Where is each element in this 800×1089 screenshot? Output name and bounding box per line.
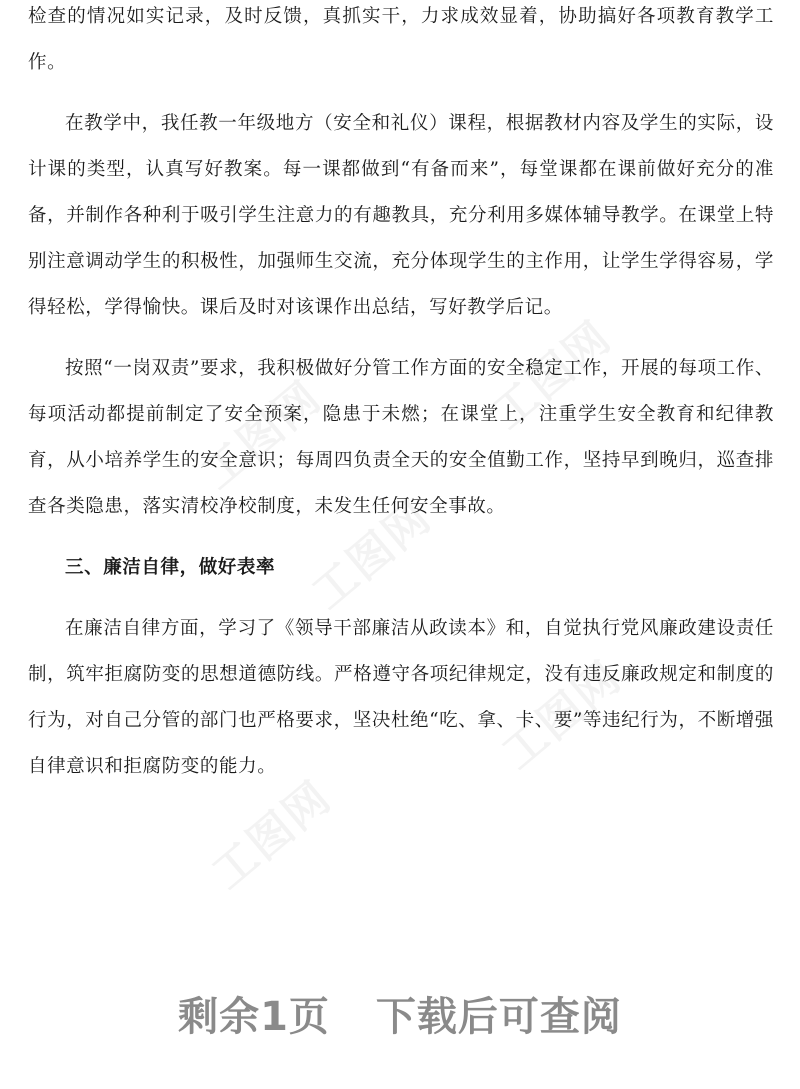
paragraph: 按照“一岗双责”要求，我积极做好分管工作方面的安全稳定工作，开展的每项工作、每项活动都提前制定了安全预案，隐患于未燃；在课堂上，注重学生安全教育和纪律教育，从小培养学生的安全意识；每周四负责全天的安全值勤工作，坚持早到晚归，巡查排查各类隐患，落实清校净校制度，未发生任何安全事故。 [28, 358, 774, 517]
watermark: 工图网 [482, 311, 622, 440]
paragraph: 在教学中，我任教一年级地方（安全和礼仪）课程，根据教材内容及学生的实际，设计课的类型，认真写好教案。每一课都做到“有备而来”，每堂课都在课前做好充分的准备，并制作各种利于吸引学生注意力的有趣教具，充分利用多媒体辅导教学。在课堂上特别注意调动学生的积极性，加强师生交流，充分体现学生的主作用，让学生学得容易，学得轻松，学得愉快。课后及时对该课作出总结，写好教学后记。 [28, 113, 774, 318]
remaining-pages-label: 剩余1页 [178, 994, 330, 1040]
paragraph: 检查的情况如实记录，及时反馈，真抓实干，力求成效显着，协助搞好各项教育教学工作。 [28, 6, 774, 73]
watermark: 工图网 [192, 371, 332, 500]
paragraph: 在廉洁自律方面，学习了《领导干部廉洁从政读本》和，自觉执行党风廉政建设责任制，筑牢拒腐防变的思想道德防线。严格遵守各项纪律规定，没有违反廉政规定和制度的行为，对自己分管的部门也严格要求，坚决杜绝“吃、拿、卡、要”等违纪行为，不断增强自律意识和拒腐防变的能力。 [28, 618, 774, 777]
download-banner[interactable] [0, 985, 800, 1042]
watermark: 工图网 [302, 491, 442, 620]
watermark: 工图网 [492, 651, 632, 780]
watermark: 工图网 [202, 771, 342, 900]
download-hint-label: 下载后可查阅 [375, 994, 622, 1040]
section-heading: 三、廉洁自律，做好表率 [65, 557, 276, 578]
document-body [28, 0, 774, 790]
